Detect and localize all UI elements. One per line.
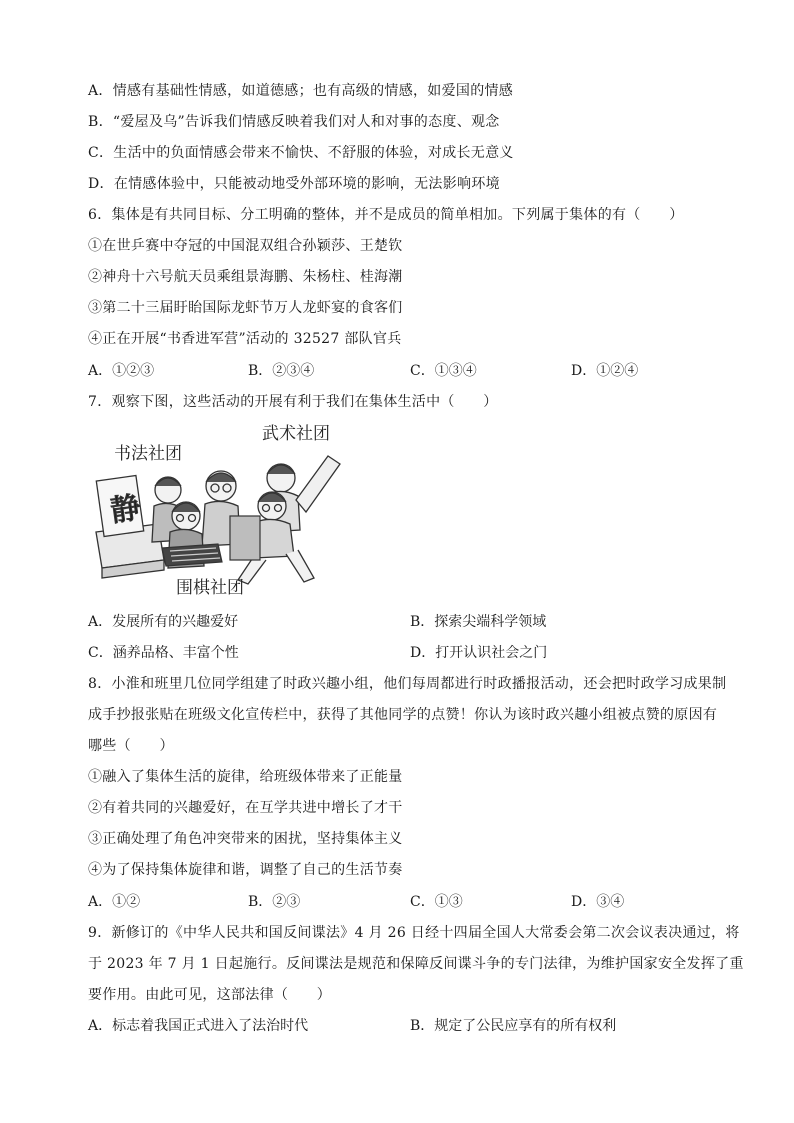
q8-item-3: ③正确处理了角色冲突带来的困扰，坚持集体主义 [88, 831, 403, 847]
prev-option-c: C．生活中的负面情感会带来不愉快、不舒服的体验，对成长无意义 [88, 145, 514, 161]
q6-item-1: ①在世乒赛中夺冠的中国混双组合孙颖莎、王楚钦 [88, 238, 403, 254]
calligraphy-club-label: 书法社团 [114, 444, 182, 464]
q9-stem-line-3: 要作用。由此可见，这部法律（ ） [88, 987, 332, 1003]
q8-option-a: A．①② [88, 894, 141, 910]
q6-option-d: D．①②④ [571, 363, 639, 379]
prev-option-d: D．在情感体验中，只能被动地受外部环境的影响，无法影响环境 [88, 176, 500, 192]
q8-stem-line-1: 8．小淮和班里几位同学组建了时政兴趣小组，他们每周都进行时政播报活动，还会把时政学习成果制 [88, 676, 727, 692]
q7-option-a: A．发展所有的兴趣爱好 [88, 614, 239, 630]
q6-stem: 6．集体是有共同目标、分工明确的整体，并不是成员的简单相加。下列属于集体的有（ ） [88, 207, 684, 223]
q8-item-1: ①融入了集体生活的旋律，给班级体带来了正能量 [88, 769, 403, 785]
q6-item-3: ③第二十三届盱眙国际龙虾节万人龙虾宴的食客们 [88, 300, 403, 316]
go-board [162, 544, 222, 566]
go-club-label: 围棋社团 [176, 578, 244, 598]
q8-option-c: C．①③ [410, 894, 463, 910]
q9-option-a: A．标志着我国正式进入了法治时代 [88, 1018, 309, 1034]
prev-option-b: B．“爱屋及乌”告诉我们情感反映着我们对人和对事的态度、观念 [88, 114, 500, 130]
martial-arts-club-label: 武术社团 [262, 424, 330, 444]
q8-option-b: B．②③ [248, 894, 301, 910]
q8-option-d: D．③④ [571, 894, 625, 910]
club-activities-illustration [88, 420, 350, 600]
backboard [230, 516, 260, 560]
q6-option-a: A．①②③ [88, 363, 155, 379]
q6-item-4: ④正在开展“书香进军营”活动的 32527 部队官兵 [88, 331, 402, 347]
q6-item-2: ②神舟十六号航天员乘组景海鹏、朱杨柱、桂海潮 [88, 269, 403, 285]
q8-item-4: ④为了保持集体旋律和谐，调整了自己的生活节奏 [88, 862, 403, 878]
q6-option-c: C．①③④ [410, 363, 477, 379]
q8-item-2: ②有着共同的兴趣爱好，在互学共进中增长了才干 [88, 800, 403, 816]
q9-stem-line-1: 9．新修订的《中华人民共和国反间谍法》4 月 26 日经十四届全国人大常委会第二次会议表决通过，将 [88, 925, 740, 941]
q8-stem-line-3: 哪些（ ） [88, 738, 174, 754]
prev-option-a: A．情感有基础性情感，如道德感；也有高级的情感，如爱国的情感 [88, 83, 514, 99]
q9-stem-line-2: 于 2023 年 7 月 1 日起施行。反间谍法是规范和保障反间谍斗争的专门法律，为维护国家安全发挥了重 [88, 956, 744, 972]
q7-option-c: C．涵养品格、丰富个性 [88, 645, 239, 661]
svg-text:静: 静 [108, 490, 143, 530]
q6-option-b: B．②③④ [248, 363, 315, 379]
q7-option-b: B．探索尖端科学领域 [410, 614, 547, 630]
q9-option-b: B．规定了公民应享有的所有权利 [410, 1018, 617, 1034]
q7-stem: 7．观察下图，这些活动的开展有利于我们在集体生活中（ ） [88, 394, 498, 410]
q7-option-d: D．打开认识社会之门 [410, 645, 548, 661]
q8-stem-line-2: 成手抄报张贴在班级文化宣传栏中，获得了其他同学的点赞！你认为该时政兴趣小组被点赞的原因有 [88, 707, 718, 723]
calligraphy-scroll [96, 475, 143, 536]
